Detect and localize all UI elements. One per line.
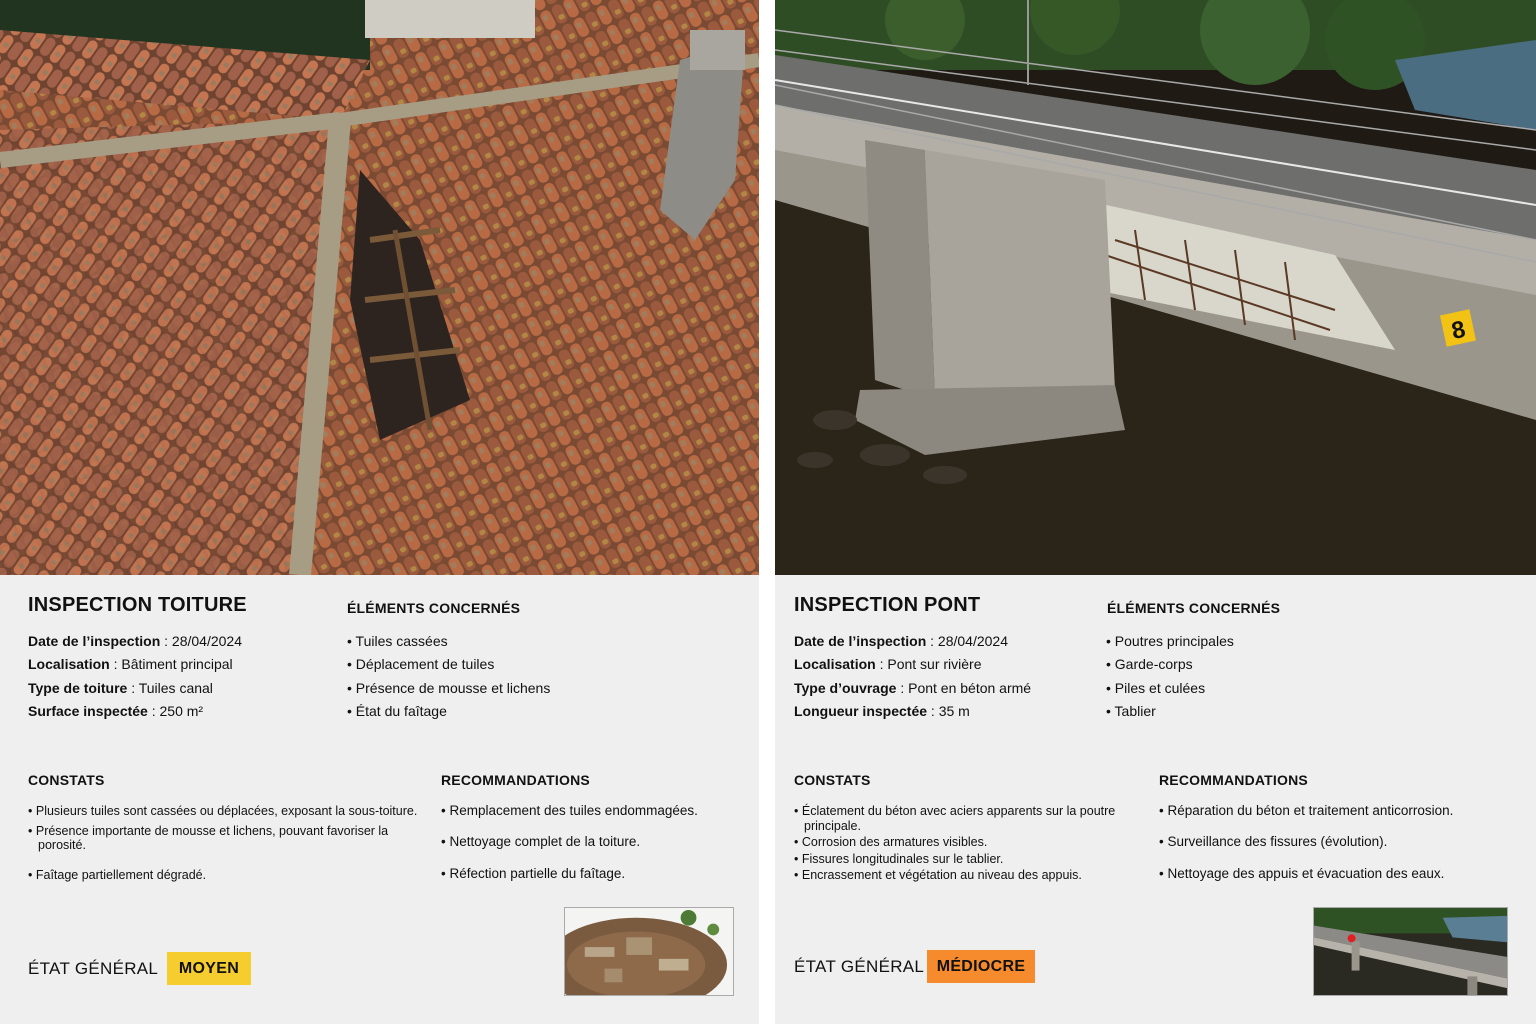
list-item: • Présence de mousse et lichens [347,677,550,700]
pier-number-marker: 8 [1449,315,1468,346]
info-value: : 28/04/2024 [160,633,242,649]
bridge-info-date [794,630,1031,653]
roof-inspection-panel [0,0,759,1024]
bridge-etat-label: ÉTAT GÉNÉRAL [794,957,925,976]
bridge-info-location [794,653,1031,676]
roof-photo [0,0,759,575]
info-value: : Tuiles canal [127,679,213,696]
info-label: Longueur inspectée [794,702,928,719]
bridge-elements-list [1106,630,1234,723]
list-item: • Remplacement des tuiles endommagées. [441,803,698,834]
list-item: • Nettoyage des appuis et évacuation des eaux. [1159,866,1453,897]
info-value: : Bâtiment principal [109,656,233,673]
list-item: • Surveillance des fissures (évolution). [1159,834,1453,865]
list-item: • Poutres principales [1106,630,1234,653]
info-value: : 250 m² [147,702,204,719]
list-item: • Réparation du béton et traitement anticorrosion. [1159,803,1453,834]
info-value: : 28/04/2024 [926,633,1008,649]
bridge-photo [775,0,1536,575]
bridge-info-length [794,700,1031,723]
bridge-constats-title: CONSTATS [794,772,871,788]
list-item: • Tuiles cassées [347,630,550,653]
drone-overview-image [565,908,733,995]
info-value: : 35 m [927,702,970,719]
list-item: • Corrosion des armatures visibles. [794,835,1144,850]
roof-info-type [28,677,242,700]
list-item: • Réfection partielle du faîtage. [441,866,698,897]
bridge-info-type [794,677,1031,700]
roof-constats-list [28,804,423,882]
info-label: Type de toiture [28,679,128,696]
list-item: • Fissures longitudinales sur le tablier. [794,852,1144,867]
info-value: : Pont sur rivière [875,656,982,673]
info-value: : Pont en béton armé [896,679,1032,696]
bridge-info-list [794,630,1031,723]
roof-elements-title: ÉLÉMENTS CONCERNÉS [347,600,521,616]
bridge-recommandations-list [1159,803,1453,897]
roof-info-surface [28,700,242,723]
roof-recommandations-list [441,803,698,897]
bridge-overview-image [1314,908,1507,995]
roof-elements-list [347,630,550,723]
roof-etat-label: ÉTAT GÉNÉRAL [28,959,159,978]
list-item: • Nettoyage complet de la toiture. [441,834,698,865]
bridge-elements-title: ÉLÉMENTS CONCERNÉS [1107,600,1281,616]
info-label: Surface inspectée [28,702,148,719]
bridge-recommandations-title: RECOMMANDATIONS [1159,772,1308,788]
info-label: Localisation [794,656,876,673]
roof-title: INSPECTION TOITURE [28,594,247,616]
list-item: • Déplacement de tuiles [347,653,550,676]
roof-photo-illustration [0,0,759,575]
list-item: • Garde-corps [1106,653,1234,676]
roof-info-date [28,630,242,653]
roof-constats-title: CONSTATS [28,772,105,788]
list-item: • Tablier [1106,700,1234,723]
list-item: • Piles et culées [1106,677,1234,700]
list-item: • Faîtage partiellement dégradé. [28,868,423,883]
roof-status-badge: MOYEN [167,952,251,985]
info-label: Date de l’inspection [794,633,927,649]
bridge-photo-illustration [775,0,1536,575]
list-item: • Encrassement et végétation au niveau des appuis. [794,868,1144,883]
roof-info-location [28,653,242,676]
list-item: • Éclatement du béton avec aciers apparents sur la poutre principale. [794,804,1144,833]
info-label: Date de l’inspection [28,633,161,649]
bridge-title: INSPECTION PONT [794,594,981,616]
bridge-constats-list [794,804,1144,883]
roof-recommandations-title: RECOMMANDATIONS [441,772,590,788]
bridge-status-badge: MÉDIOCRE [927,950,1035,983]
list-item: • Plusieurs tuiles sont cassées ou déplacées, exposant la sous-toiture. [28,804,423,819]
bridge-inspection-panel [775,0,1536,1024]
info-label: Localisation [28,656,110,673]
info-label: Type d’ouvrage [794,679,897,696]
roof-info-list [28,630,242,723]
list-item: • État du faîtage [347,700,550,723]
bridge-thumbnail[interactable] [1313,907,1508,996]
roof-thumbnail[interactable] [564,907,734,996]
list-item: • Présence importante de mousse et lichens, pouvant favoriser la porosité. [28,824,423,853]
